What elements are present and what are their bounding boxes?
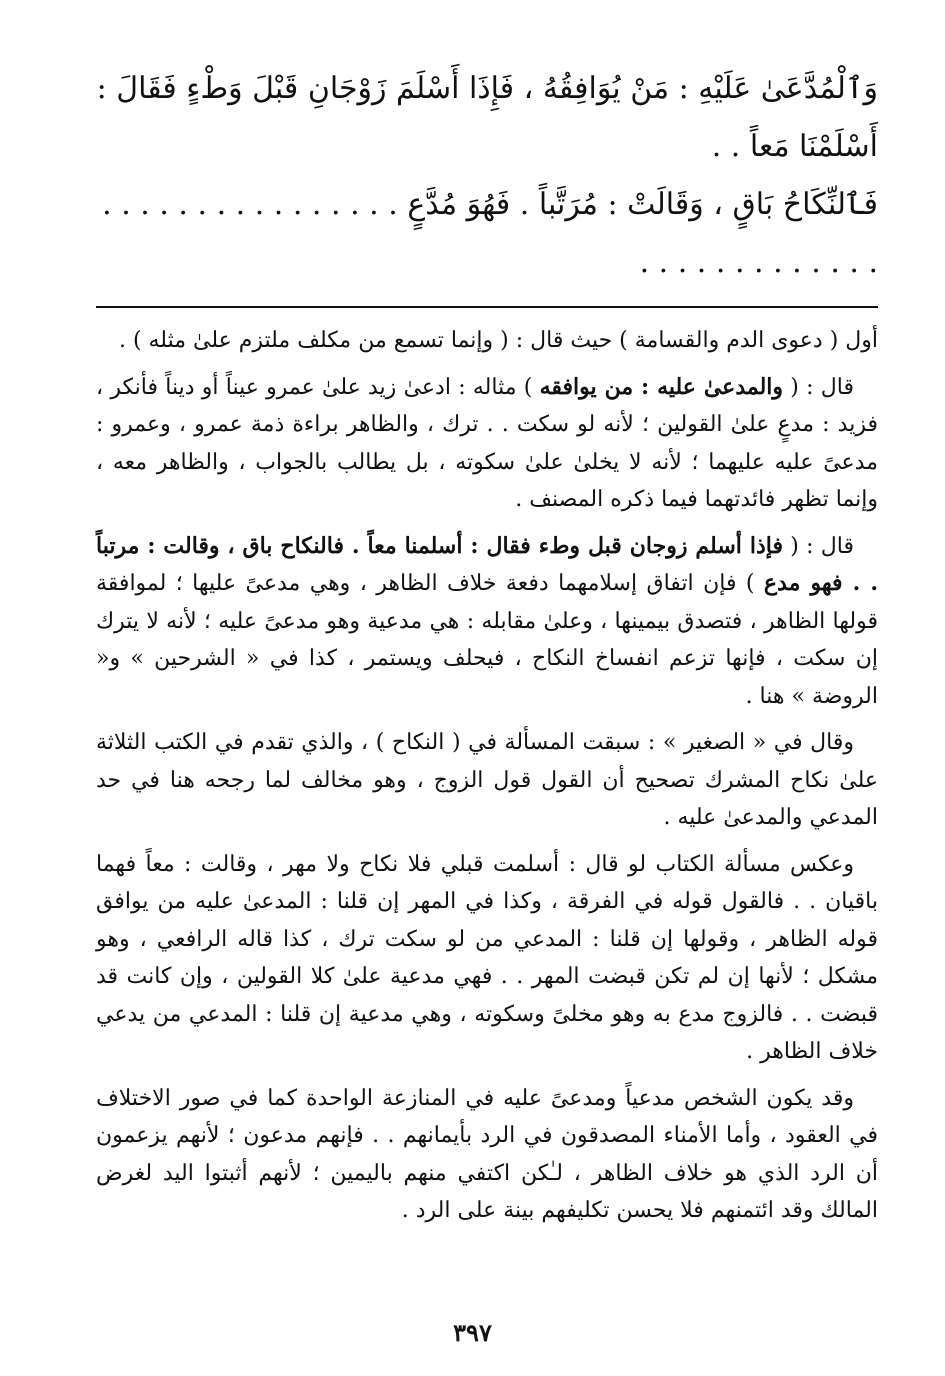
matn-line-2 <box>96 176 878 292</box>
commentary-text: قال : ( <box>783 374 855 400</box>
commentary-text: ) فإن اتفاق إسلامهما دفعة خلاف الظاهر ، وهي مدعىً عليها ؛ لموافقة قولها الظاهر ، فتصدق بيمينها ، وعلىٰ مقابله : هي مدعية وهو مدعىً عليه ؛ لأنه لا يترك إن سكت ، فإنها تزعم انفساخ النكاح ، فيحلف ويستمر ، كذا في « الشرحين » و« الروضة » هنا . <box>96 571 878 709</box>
commentary-paragraph <box>96 528 878 716</box>
commentary-paragraph <box>96 1080 878 1230</box>
commentary-paragraph <box>96 846 878 1071</box>
separator-rule <box>96 306 878 308</box>
commentary-text: قال : ( <box>782 533 854 559</box>
page-body <box>96 60 878 1230</box>
commentary-paragraph <box>96 724 878 837</box>
page-number: ٣٩٧ <box>453 1318 492 1347</box>
commentary-text: أول ( دعوى الدم والقسامة ) حيث قال : ( وإنما تسمع من مكلف ملتزم علىٰ مثله ) . <box>118 328 878 353</box>
matn-line-2-dots: . . . . . . . . . . . . . . . . . . . . . . . . . . . . . <box>102 187 878 280</box>
quoted-matn-text: فإذا أسلم زوجان قبل وطء فقال : أسلمنا معاً . فالنكاح باق ، وقالت : مرتباً . . فهو مدع <box>96 532 878 596</box>
commentary-paragraph <box>96 322 878 360</box>
commentary <box>96 322 878 1230</box>
matn-line-1: وَٱلْمُدَّعَىٰ عَلَيْهِ : مَنْ يُوَافِقُهُ ، فَإِذَا أَسْلَمَ زَوْجَانِ قَبْلَ وَطْءٍ فَقَالَ : أَسْلَمْنَا مَعاً . . <box>96 71 878 164</box>
commentary-text: وعكس مسألة الكتاب لو قال : أسلمت قبلي فلا نكاح ولا مهر ، وقالت : معاً فهما باقيان . . فالقول قوله في الفرقة ، وكذا في المهر إن قلنا : المدعىٰ عليه من يوافق قوله الظاهر ، وقولها إن قلنا : المدعي من لو سكت ترك ، كذا قاله الرافعي ، وهو مشكل ؛ لأنها إن لم تكن قبضت المهر . . فهي مدعية علىٰ كلا القولين ، وإن كانت قد قبضت . . فالزوج مدع به وهو مخلىً وسكوته ، وهي مدعية إن قلنا : المدعي من يدعي خلاف الظاهر . <box>96 851 878 1064</box>
commentary-paragraph <box>96 369 878 519</box>
matn-line-2-text: فَٱلنِّكَاحُ بَاقٍ ، وَقَالَتْ : مُرَتَّباً . فَهُوَ مُدَّعٍ <box>407 187 878 222</box>
commentary-text: ) مثاله : ادعىٰ زيد علىٰ عمرو عيناً أو ديناً فأنكر ، فزيد : مدعٍ علىٰ القولين ؛ لأنه لو سكت . . ترك ، والظاهر براءة ذمة عمرو ، وعمرو : مدعىً عليه عليهما ؛ لأنه لا يخلىٰ علىٰ سكوته ، بل يطالب بالجواب ، والظاهر معه ، وإنما تظهر فائدتهما فيما ذكره المصنف . <box>96 374 878 512</box>
quoted-matn-text: والمدعىٰ عليه : من يوافقه <box>539 373 784 400</box>
commentary-text: وقد يكون الشخص مدعياً ومدعىً عليه في المنازعة الواحدة كما في صور الاختلاف في العقود ، وأما الأمناء المصدقون في الرد بأيمانهم . . فإنهم مدعون ؛ لأنهم يزعمون أن الرد الذي هو خلاف الظاهر ، لـٰكن اكتفي منهم باليمين ؛ لأنهم أثبتوا اليد لغرض المالك وقد ائتمنهم فلا يحسن تكليفهم بينة على الرد . <box>96 1085 878 1223</box>
commentary-text: وقال في « الصغير » : سبقت المسألة في ( النكاح ) ، والذي تقدم في الكتب الثلاثة علىٰ نكاح المشرك تصحيح أن القول قول الزوج ، وهو مخالف لما رجحه هنا في حد المدعي والمدعىٰ عليه . <box>96 730 878 830</box>
